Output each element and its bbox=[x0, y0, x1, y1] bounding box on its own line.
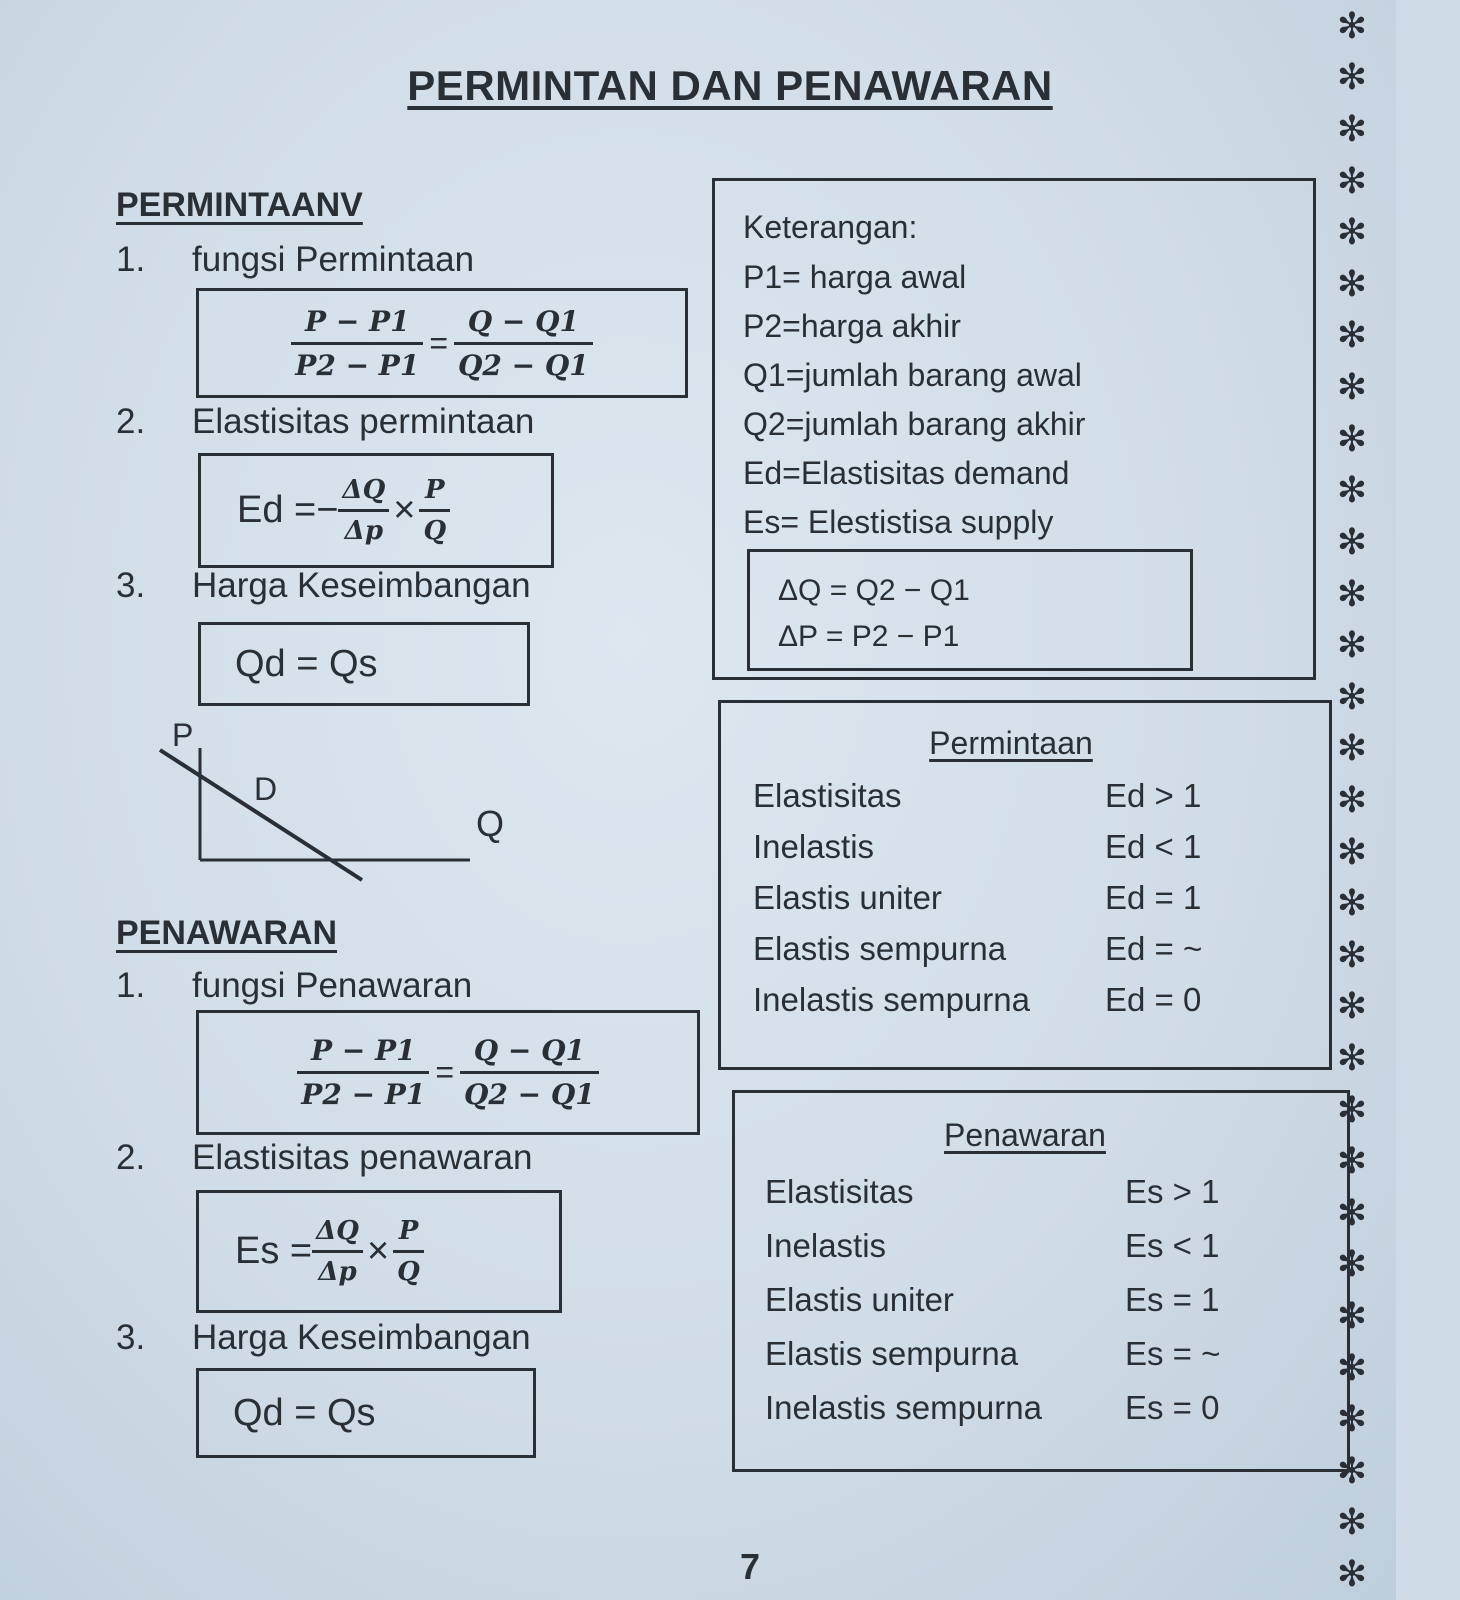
star-icon: ✻ bbox=[1336, 1449, 1368, 1491]
permintaan-item-1 bbox=[116, 240, 474, 280]
fraction bbox=[297, 1034, 429, 1111]
formula-lhs: Ed =− bbox=[237, 489, 339, 531]
numerator: P bbox=[398, 1216, 419, 1246]
times-sign: × bbox=[366, 1230, 390, 1272]
star-icon: ✻ bbox=[1336, 830, 1368, 872]
formula-text: Qd = Qs bbox=[235, 642, 378, 685]
tabel-row-label: Elastisitas bbox=[753, 777, 902, 814]
star-icon: ✻ bbox=[1336, 778, 1368, 820]
fraction bbox=[393, 1216, 424, 1287]
p-axis-label: P bbox=[172, 717, 194, 753]
numerator: ΔQ bbox=[316, 1216, 359, 1246]
star-icon: ✻ bbox=[1336, 624, 1368, 666]
tabel-row-label: Elastis sempurna bbox=[765, 1335, 1019, 1372]
star-icon: ✻ bbox=[1336, 159, 1368, 201]
keterangan-box bbox=[712, 178, 1316, 680]
star-icon: ✻ bbox=[1336, 56, 1368, 98]
star-icon: ✻ bbox=[1336, 1501, 1368, 1543]
star-icon: ✻ bbox=[1336, 1243, 1368, 1285]
star-icon: ✻ bbox=[1336, 1088, 1368, 1130]
fraction bbox=[338, 475, 389, 546]
item-number: 3. bbox=[116, 566, 146, 605]
denominator: P2 − P1 bbox=[295, 348, 420, 382]
permintaan-item-2 bbox=[116, 402, 534, 442]
equals-sign: = bbox=[429, 324, 448, 361]
permintaan-fungsi-formula bbox=[196, 288, 688, 398]
penawaran-keseimbangan-formula bbox=[196, 1368, 536, 1458]
penawaran-item-3 bbox=[116, 1318, 531, 1358]
penawaran-item-2 bbox=[116, 1138, 532, 1178]
delta-q-formula: ΔQ = Q2 − Q1 bbox=[778, 574, 970, 607]
tabel-row-label: Elastis uniter bbox=[753, 879, 942, 916]
keterangan-line: Es= Elestistisa supply bbox=[743, 504, 1054, 540]
item-number: 2. bbox=[116, 1138, 146, 1177]
tabel-row-value: Ed = ~ bbox=[1105, 930, 1203, 967]
permintaan-keseimbangan-formula bbox=[198, 622, 530, 706]
fraction bbox=[291, 305, 423, 382]
tabel-penawaran-box bbox=[732, 1090, 1350, 1472]
page-number: 7 bbox=[740, 1546, 761, 1587]
tabel-row-label: Inelastis bbox=[753, 828, 875, 865]
denominator: P2 − P1 bbox=[301, 1078, 426, 1111]
fraction bbox=[419, 475, 450, 546]
delta-p-formula: ΔP = P2 − P1 bbox=[778, 620, 960, 653]
star-icon: ✻ bbox=[1336, 727, 1368, 769]
tabel-permintaan-heading: Permintaan bbox=[929, 725, 1093, 761]
star-icon: ✻ bbox=[1336, 1140, 1368, 1182]
star-icon: ✻ bbox=[1336, 572, 1368, 614]
star-icon: ✻ bbox=[1336, 469, 1368, 511]
tabel-penawaran-heading: Penawaran bbox=[944, 1117, 1106, 1153]
item-number: 1. bbox=[116, 966, 146, 1005]
numerator: P bbox=[425, 475, 445, 505]
tabel-row-label: Elastis sempurna bbox=[753, 930, 1007, 967]
tabel-row-value: Ed < 1 bbox=[1105, 828, 1202, 865]
star-icon: ✻ bbox=[1336, 4, 1368, 46]
tabel-row-label: Inelastis sempurna bbox=[753, 981, 1030, 1018]
numerator: ΔQ bbox=[342, 475, 386, 505]
star-icon: ✻ bbox=[1336, 262, 1368, 304]
penawaran-item-1 bbox=[116, 966, 472, 1006]
star-icon: ✻ bbox=[1336, 1036, 1368, 1078]
star-icon: ✻ bbox=[1336, 417, 1368, 459]
item-number: 3. bbox=[116, 1318, 146, 1357]
tabel-row-value: Es > 1 bbox=[1125, 1173, 1220, 1210]
star-icon: ✻ bbox=[1336, 366, 1368, 408]
denominator: Q2 − Q1 bbox=[458, 348, 589, 382]
star-icon: ✻ bbox=[1336, 1191, 1368, 1233]
star-icon: ✻ bbox=[1336, 985, 1368, 1027]
item-number: 2. bbox=[116, 402, 146, 441]
numerator: Q − Q1 bbox=[473, 1034, 585, 1067]
tabel-row-value: Ed = 0 bbox=[1105, 981, 1202, 1018]
star-border bbox=[1328, 0, 1376, 1600]
item-label: Elastisitas penawaran bbox=[192, 1138, 533, 1177]
star-icon: ✻ bbox=[1336, 1295, 1368, 1337]
keterangan-line: P2=harga akhir bbox=[743, 308, 961, 344]
times-sign: × bbox=[393, 489, 416, 531]
tabel-row-label: Inelastis bbox=[765, 1227, 887, 1264]
fraction bbox=[460, 1034, 599, 1111]
equals-sign: = bbox=[435, 1054, 454, 1090]
tabel-row-value: Es = ~ bbox=[1125, 1335, 1221, 1372]
page-title: PERMINTAN DAN PENAWARAN bbox=[407, 62, 1053, 109]
item-number: 1. bbox=[116, 240, 146, 279]
item-label: Elastisitas permintaan bbox=[192, 402, 535, 441]
tabel-permintaan-box bbox=[718, 700, 1332, 1070]
fraction bbox=[454, 305, 593, 382]
tabel-row-value: Ed = 1 bbox=[1105, 879, 1202, 916]
penawaran-heading: PENAWARAN bbox=[116, 914, 338, 952]
star-icon: ✻ bbox=[1336, 882, 1368, 924]
item-label: Harga Keseimbangan bbox=[192, 566, 531, 605]
formula-text: Qd = Qs bbox=[233, 1391, 376, 1434]
keterangan-line: Ed=Elastisitas demand bbox=[743, 455, 1070, 491]
delta-formula-box bbox=[747, 549, 1193, 671]
permintaan-item-3 bbox=[116, 566, 531, 606]
denominator: Q2 − Q1 bbox=[464, 1078, 595, 1111]
penawaran-elastisitas-formula bbox=[196, 1190, 562, 1313]
star-icon: ✻ bbox=[1336, 1553, 1368, 1595]
d-curve-label: D bbox=[254, 771, 278, 807]
keterangan-line: Q1=jumlah barang awal bbox=[743, 357, 1082, 393]
denominator: Q bbox=[423, 516, 447, 546]
fraction bbox=[312, 1216, 363, 1287]
penawaran-fungsi-formula bbox=[196, 1010, 700, 1135]
star-icon: ✻ bbox=[1336, 314, 1368, 356]
star-icon: ✻ bbox=[1336, 1346, 1368, 1388]
item-label: Harga Keseimbangan bbox=[192, 1318, 531, 1357]
star-icon: ✻ bbox=[1336, 933, 1368, 975]
tabel-row-value: Es = 1 bbox=[1125, 1281, 1220, 1318]
tabel-row-label: Elastis uniter bbox=[765, 1281, 954, 1318]
tabel-row-value: Es < 1 bbox=[1125, 1227, 1220, 1264]
star-icon: ✻ bbox=[1336, 675, 1368, 717]
denominator: Q bbox=[397, 1257, 420, 1287]
numerator: P − P1 bbox=[311, 1034, 416, 1067]
keterangan-line: P1= harga awal bbox=[743, 259, 967, 295]
denominator: Δp bbox=[344, 516, 384, 546]
star-icon: ✻ bbox=[1336, 211, 1368, 253]
star-icon: ✻ bbox=[1336, 520, 1368, 562]
tabel-row-value: Ed > 1 bbox=[1105, 777, 1202, 814]
tabel-row-value: Es = 0 bbox=[1125, 1389, 1220, 1426]
denominator: Δp bbox=[318, 1257, 357, 1287]
star-icon: ✻ bbox=[1336, 1398, 1368, 1440]
demand-graph bbox=[150, 712, 505, 890]
tabel-row-label: Inelastis sempurna bbox=[765, 1389, 1042, 1426]
q-axis-label: Q bbox=[476, 803, 505, 844]
numerator: Q − Q1 bbox=[467, 304, 579, 338]
item-label: fungsi Penawaran bbox=[192, 966, 473, 1005]
keterangan-line: Q2=jumlah barang akhir bbox=[743, 406, 1086, 442]
star-icon: ✻ bbox=[1336, 108, 1368, 150]
item-label: fungsi Permintaan bbox=[192, 240, 475, 279]
formula-lhs: Es = bbox=[235, 1230, 313, 1272]
keterangan-heading: Keterangan: bbox=[743, 209, 918, 245]
tabel-row-label: Elastisitas bbox=[765, 1173, 914, 1210]
permintaan-elastisitas-formula bbox=[198, 453, 554, 568]
permintaan-heading: PERMINTAANV bbox=[116, 186, 363, 224]
numerator: P − P1 bbox=[305, 304, 410, 338]
